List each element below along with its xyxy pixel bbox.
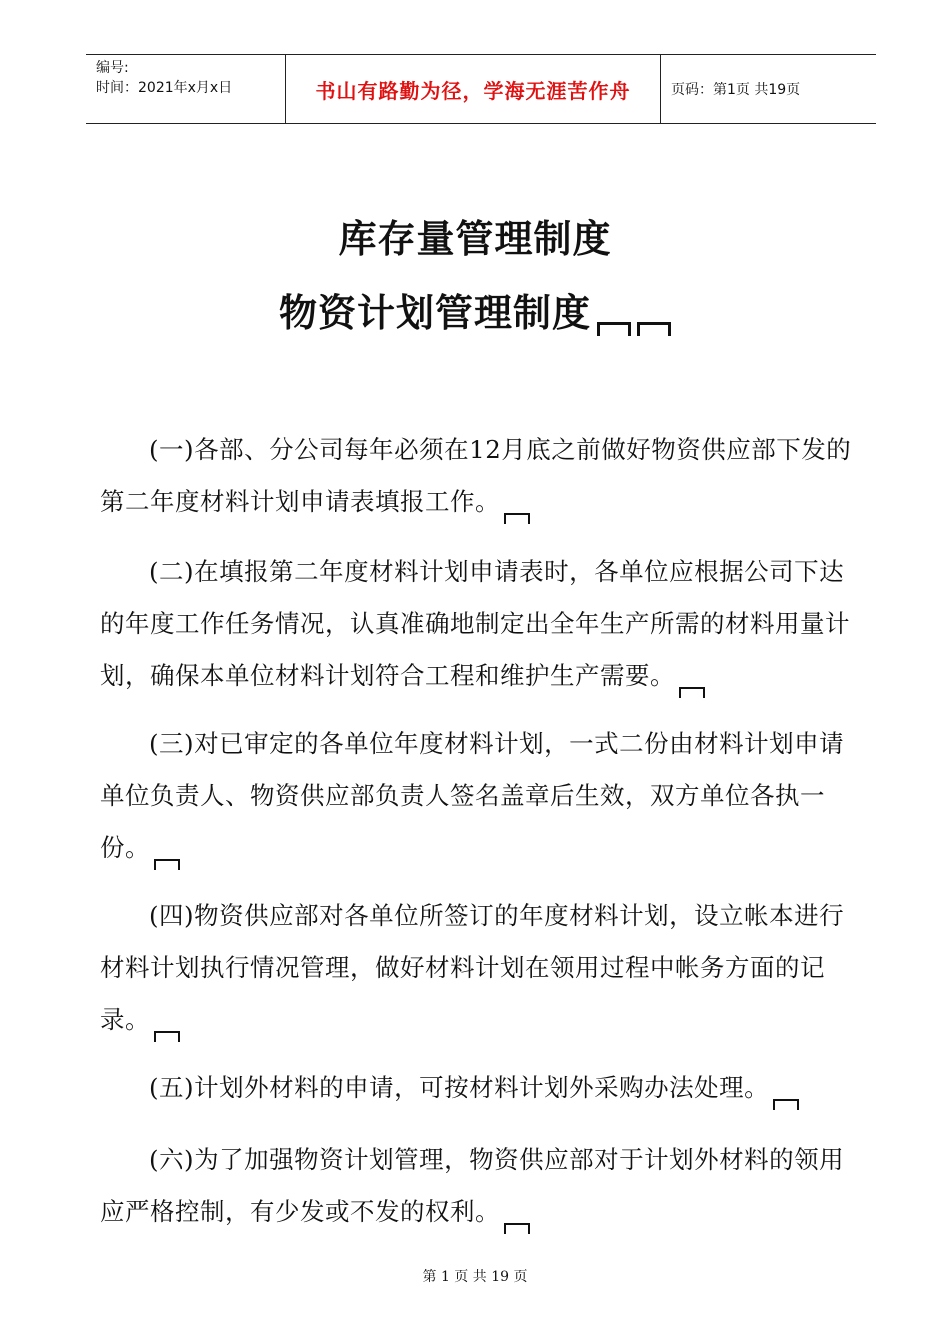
paragraph-3: [100, 718, 852, 874]
paragraph-1: [100, 424, 852, 528]
paragraph-text: (二)在填报第二年度材料计划申请表时，各单位应根据公司下达的年度工作任务情况，认真准确地制定出全年生产所需的材料用量计划，确保本单位材料计划符合工程和维护生产需要。: [100, 557, 850, 690]
paragraph-mark-icon: [597, 322, 631, 336]
paragraph-mark-icon: [154, 1031, 180, 1042]
paragraph-mark-icon: [504, 513, 530, 524]
document-number-label: 编号:: [96, 60, 129, 76]
paragraph-mark-icon: [637, 322, 671, 336]
paragraph-6: [100, 1134, 852, 1238]
page-header: [86, 54, 876, 124]
header-meta: [86, 55, 286, 123]
paragraph-mark-icon: [504, 1223, 530, 1234]
paragraph-mark-icon: [679, 687, 705, 698]
paragraph-text: (一)各部、分公司每年必须在12月底之前做好物资供应部下发的第二年度材料计划申请表填报工作。: [100, 435, 852, 516]
paragraph-mark-icon: [773, 1099, 799, 1110]
footer-page-number: 第 1 页 共 19 页: [422, 1269, 528, 1285]
paragraph-text: (三)对已审定的各单位年度材料计划，一式二份由材料计划申请单位负责人、物资供应部负责人签名盖章后生效，双方单位各执一份。: [100, 729, 845, 862]
header-motto: 书山有路勤为径，学海无涯苦作舟: [286, 55, 661, 123]
paragraph-2: [100, 546, 852, 702]
paragraph-mark-icon: [154, 859, 180, 870]
document-title: [0, 208, 950, 263]
title-text: 库存量管理制度: [338, 217, 612, 261]
paragraph-4: [100, 890, 852, 1046]
paragraph-text: (四)物资供应部对各单位所签订的年度材料计划，设立帐本进行材料计划执行情况管理，做好材料计划在领用过程中帐务方面的记录。: [100, 901, 845, 1034]
paragraph-text: (五)计划外材料的申请，可按材料计划外采购办法处理。: [149, 1073, 770, 1102]
document-time-label: 时间：2021年x月x日: [96, 80, 233, 96]
subtitle-text: 物资计划管理制度: [278, 291, 591, 335]
paragraph-5: [100, 1062, 852, 1114]
document-subtitle: [0, 282, 950, 337]
paragraph-text: (六)为了加强物资计划管理，物资供应部对于计划外材料的领用应严格控制，有少发或不发的权利。: [100, 1145, 845, 1226]
header-page-info: 页码：第1页 共19页: [671, 82, 801, 98]
page-footer: [0, 1266, 950, 1286]
